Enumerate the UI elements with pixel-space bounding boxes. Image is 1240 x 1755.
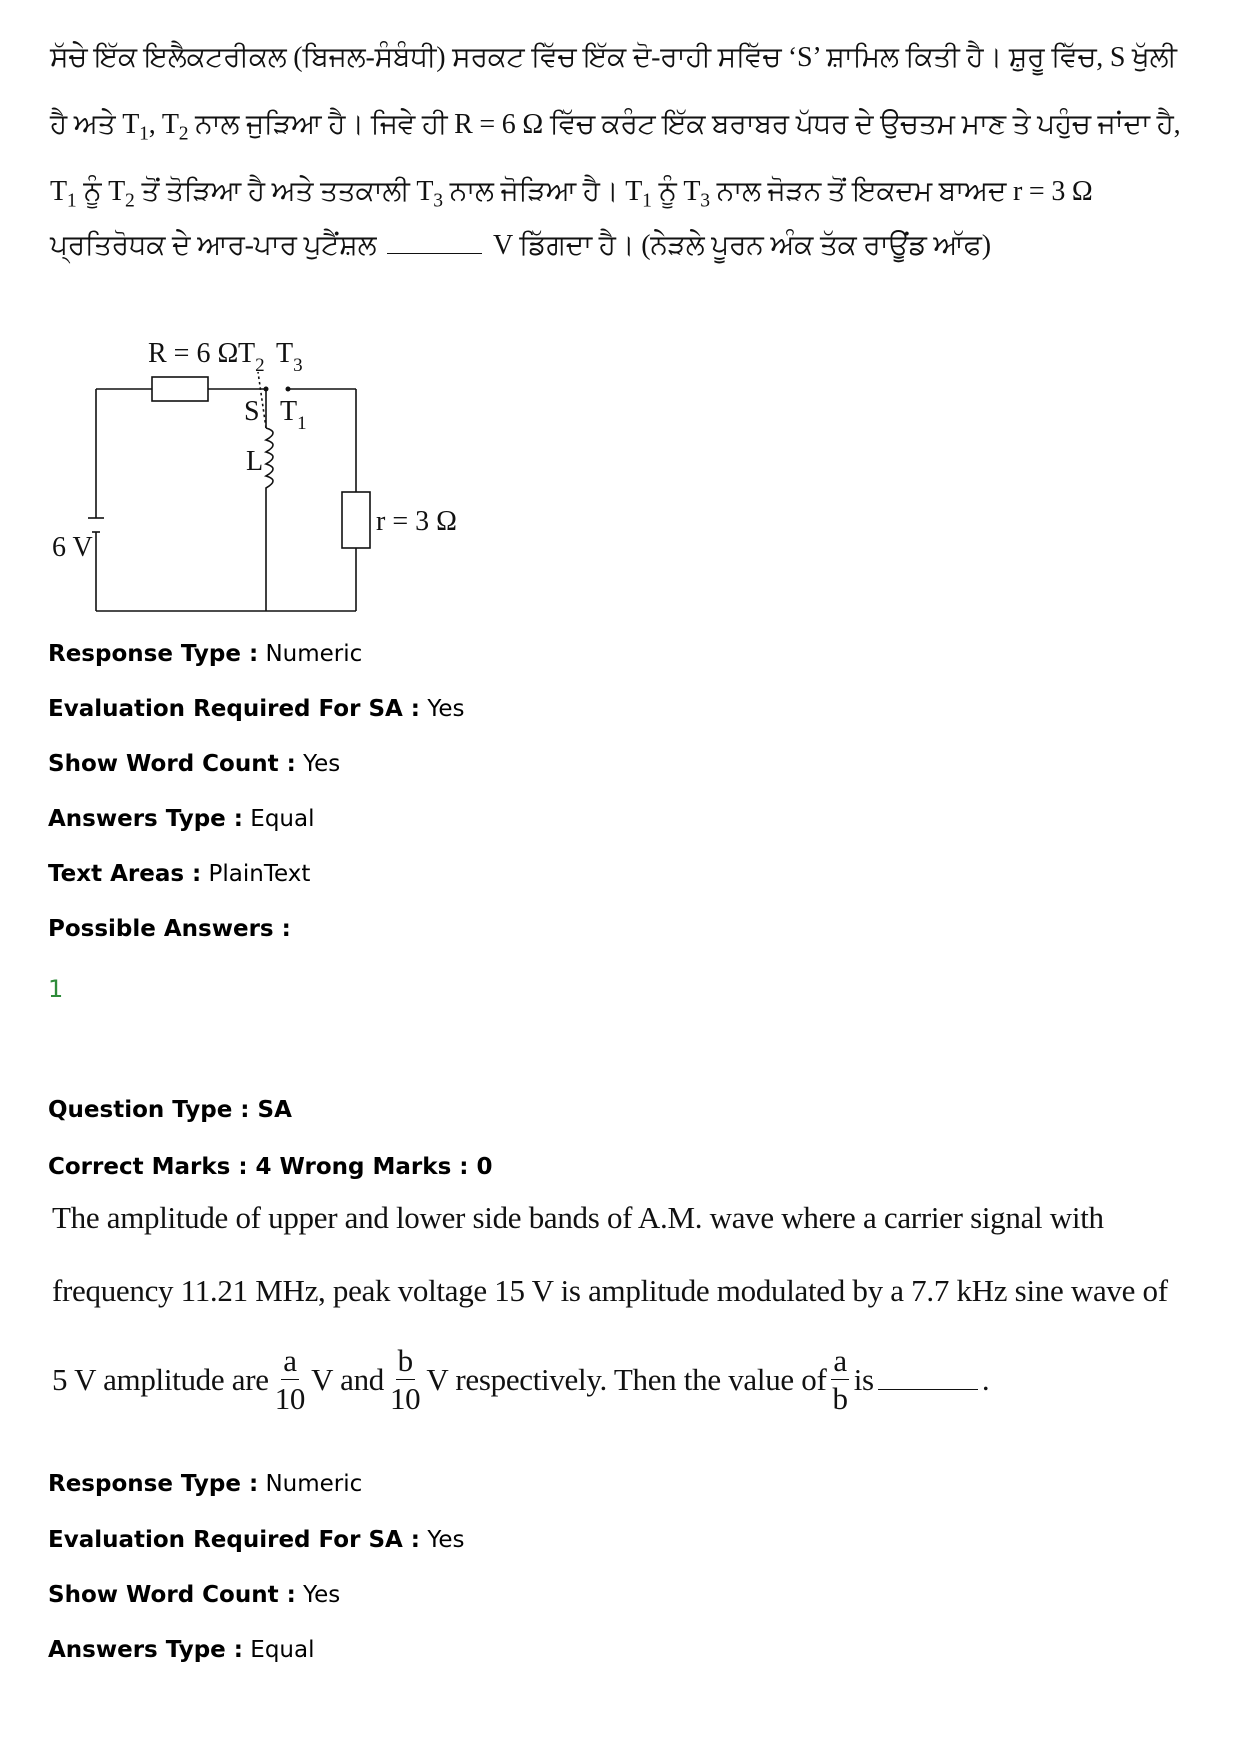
label-T3: $T_3$ (276, 338, 303, 376)
meta-text-areas: Text Areas : PlainText (48, 861, 311, 887)
question2-line-1: The amplitude of upper and lower side bands of A.M. wave where a carrier signal with (52, 1200, 1104, 1235)
meta2-response-type: Response Type : Numeric (48, 1471, 363, 1497)
circuit-diagram (40, 320, 460, 620)
label-r: r = 3 Ω (376, 506, 457, 537)
meta2-show-word-count: Show Word Count : Yes (48, 1582, 341, 1608)
label-R: R = 6 Ω (148, 338, 239, 369)
answer-blank (387, 252, 482, 254)
resistor-r (342, 492, 370, 548)
question1-line-1: ਸੱਚੇ ਇੱਕ ਇਲੈਕਟਰੀਕਲ (ਬਿਜਲ-ਸੰਬੰਧੀ) ਸਰਕਟ ਵਿੱਚ ਇੱਕ ਦੋ-ਰਾਹੀ ਸਵਿੱਚ ‘S’ ਸ਼ਾਮਿਲ ਕਿਤੀ ਹੈ। ਸ਼ੁਰੂ ਵਿੱਚ, S ਖੁੱਲੀ (50, 42, 1177, 73)
label-T2: $T_2$ (238, 338, 265, 376)
fraction-b-over-10: $\frac{b}{10}$ (389, 1343, 421, 1416)
marks-line: Correct Marks : 4 Wrong Marks : 0 (48, 1154, 493, 1180)
fraction-a-over-b: $\frac{a}{b}$ (832, 1343, 848, 1416)
question1-line-4: ਪ੍ਰਤਿਰੋਧਕ ਦੇ ਆਰ-ਪਾਰ ਪੁਟੈਂਸ਼ਲ V ਡਿੱਗਦਾ ਹੈ। (ਨੇੜਲੇ ਪੂਰਨ ਅੰਕ ਤੱਕ ਰਾਊਂਡ ਆੱਫ) (50, 230, 991, 261)
question2-line-3: 5 V amplitude are $\frac{a}{10}$ V and $\frac{b}{10}$ V respectively. Then the value of $\frac{a}{b}$ is . (52, 1343, 990, 1416)
meta-possible-answers: Possible Answers : (48, 916, 291, 942)
fraction-a-over-10: $\frac{a}{10}$ (274, 1343, 306, 1416)
meta2-answers-type: Answers Type : Equal (48, 1637, 315, 1663)
resistor-R (152, 377, 208, 401)
question1-line-3: $T_1$ ਨੂੰ $T_2$ ਤੋਂ ਤੋੜਿਆ ਹੈ ਅਤੇ ਤਤਕਾਲੀ $T_3$ ਨਾਲ ਜੋੜਿਆ ਹੈ। $T_1$ ਨੂੰ $T_3$ ਨਾਲ ਜੋੜਨ ਤੋਂ ਇਕਦਮ ਬਾਅਦ r = 3 Ω (50, 176, 1093, 212)
terminal-T2 (264, 387, 269, 392)
question-type: Question Type : SA (48, 1097, 292, 1123)
question2-line-2: frequency 11.21 MHz, peak voltage 15 V is amplitude modulated by a 7.7 kHz sine wave of (52, 1273, 1168, 1308)
label-battery: 6 V (52, 532, 93, 563)
label-T1: $T_1$ (280, 396, 307, 434)
inductor-coil (266, 428, 273, 492)
meta-evaluation-required: Evaluation Required For SA : Yes (48, 696, 465, 722)
meta2-evaluation-required: Evaluation Required For SA : Yes (48, 1527, 465, 1553)
label-L: L (246, 446, 264, 477)
answer-blank-2 (878, 1388, 978, 1390)
meta-show-word-count: Show Word Count : Yes (48, 751, 341, 777)
meta-response-type: Response Type : Numeric (48, 641, 363, 667)
terminal-T3 (286, 387, 291, 392)
meta-answers-type: Answers Type : Equal (48, 806, 315, 832)
possible-answer: 1 (48, 975, 64, 1003)
question1-line-2: ਹੈ ਅਤੇ $T_1$, $T_2$ ਨਾਲ ਜੁੜਿਆ ਹੈ। ਜਿਵੇ ਹੀ R = 6 Ω ਵਿੱਚ ਕਰੰਟ ਇੱਕ ਬਰਾਬਰ ਪੱਧਰ ਦੇ ਉਚਤਮ ਮਾਣ ਤੇ ਪਹੁੰਚ ਜਾਂਦਾ ਹੈ, (50, 109, 1181, 145)
label-S: S (244, 396, 260, 427)
